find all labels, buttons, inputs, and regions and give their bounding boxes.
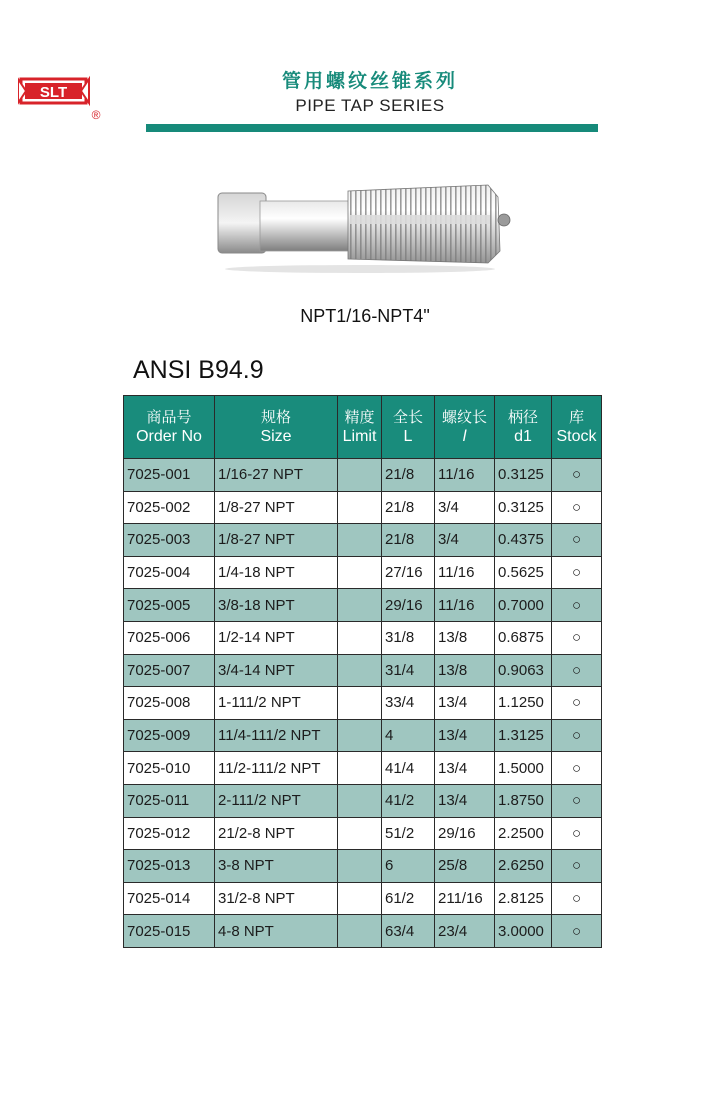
cell-thread-length: 13/4 [435, 687, 495, 720]
cell-shank-diameter: 0.9063 [495, 654, 552, 687]
cell-overall-length: 61/2 [382, 882, 435, 915]
cell-limit [338, 719, 382, 752]
cell-stock: ○ [552, 915, 602, 948]
cell-thread-length: 3/4 [435, 524, 495, 557]
cell-order-no: 7025-013 [124, 850, 215, 883]
cell-overall-length: 27/16 [382, 556, 435, 589]
cell-size: 11/2-111/2 NPT [215, 752, 338, 785]
cell-shank-diameter: 1.8750 [495, 784, 552, 817]
cell-overall-length: 31/8 [382, 621, 435, 654]
cell-stock: ○ [552, 491, 602, 524]
table-row [124, 687, 602, 720]
cell-stock: ○ [552, 882, 602, 915]
cell-shank-diameter: 3.0000 [495, 915, 552, 948]
cell-thread-length: 211/16 [435, 882, 495, 915]
pipe-tap-image [210, 175, 520, 275]
cell-limit [338, 915, 382, 948]
col-header-limit: 精度 Limit [338, 396, 382, 459]
cell-order-no: 7025-015 [124, 915, 215, 948]
col-header-size: 规格 Size [215, 396, 338, 459]
cell-shank-diameter: 0.3125 [495, 459, 552, 492]
cell-overall-length: 51/2 [382, 817, 435, 850]
cell-order-no: 7025-003 [124, 524, 215, 557]
cell-size: 4-8 NPT [215, 915, 338, 948]
cell-shank-diameter: 0.4375 [495, 524, 552, 557]
col-header-shank-diameter: 柄径 d1 [495, 396, 552, 459]
cell-limit [338, 817, 382, 850]
cell-order-no: 7025-004 [124, 556, 215, 589]
cell-size: 1/8-27 NPT [215, 524, 338, 557]
cell-shank-diameter: 2.6250 [495, 850, 552, 883]
cell-order-no: 7025-005 [124, 589, 215, 622]
cell-limit [338, 654, 382, 687]
cell-stock: ○ [552, 817, 602, 850]
cell-order-no: 7025-012 [124, 817, 215, 850]
cell-limit [338, 752, 382, 785]
table-row [124, 654, 602, 687]
cell-order-no: 7025-014 [124, 882, 215, 915]
cell-shank-diameter: 0.5625 [495, 556, 552, 589]
table-row [124, 882, 602, 915]
cell-shank-diameter: 1.1250 [495, 687, 552, 720]
registered-mark: ® [91, 108, 101, 122]
cell-overall-length: 33/4 [382, 687, 435, 720]
cell-overall-length: 21/8 [382, 524, 435, 557]
cell-size: 1/16-27 NPT [215, 459, 338, 492]
cell-order-no: 7025-010 [124, 752, 215, 785]
cell-overall-length: 6 [382, 850, 435, 883]
logo-text: SLT [39, 84, 68, 101]
cell-overall-length: 41/2 [382, 784, 435, 817]
cell-shank-diameter: 1.3125 [495, 719, 552, 752]
cell-shank-diameter: 0.6875 [495, 621, 552, 654]
pipe-tap-spec-table [123, 395, 602, 948]
cell-order-no: 7025-006 [124, 621, 215, 654]
cell-size: 1/8-27 NPT [215, 491, 338, 524]
table-row [124, 621, 602, 654]
table-row [124, 556, 602, 589]
cell-order-no: 7025-002 [124, 491, 215, 524]
cell-shank-diameter: 2.2500 [495, 817, 552, 850]
cell-thread-length: 13/8 [435, 621, 495, 654]
cell-size: 21/2-8 NPT [215, 817, 338, 850]
cell-limit [338, 784, 382, 817]
cell-stock: ○ [552, 752, 602, 785]
cell-order-no: 7025-007 [124, 654, 215, 687]
cell-size: 3/8-18 NPT [215, 589, 338, 622]
cell-stock: ○ [552, 784, 602, 817]
standard-label: ANSI B94.9 [133, 356, 264, 384]
col-header-thread-length: 螺纹长 l [435, 396, 495, 459]
cell-thread-length: 13/8 [435, 654, 495, 687]
cell-size: 1/4-18 NPT [215, 556, 338, 589]
cell-thread-length: 11/16 [435, 459, 495, 492]
cell-size: 3-8 NPT [215, 850, 338, 883]
table-row [124, 850, 602, 883]
cell-overall-length: 63/4 [382, 915, 435, 948]
cell-size: 2-111/2 NPT [215, 784, 338, 817]
title-underline-bar [146, 124, 598, 132]
cell-size: 1/2-14 NPT [215, 621, 338, 654]
cell-overall-length: 4 [382, 719, 435, 752]
cell-overall-length: 21/8 [382, 491, 435, 524]
cell-limit [338, 524, 382, 557]
cell-overall-length: 29/16 [382, 589, 435, 622]
cell-overall-length: 21/8 [382, 459, 435, 492]
table-row [124, 915, 602, 948]
cell-limit [338, 882, 382, 915]
cell-shank-diameter: 2.8125 [495, 882, 552, 915]
cell-thread-length: 25/8 [435, 850, 495, 883]
cell-thread-length: 3/4 [435, 491, 495, 524]
cell-order-no: 7025-009 [124, 719, 215, 752]
col-header-stock: 库 Stock [552, 396, 602, 459]
cell-thread-length: 13/4 [435, 719, 495, 752]
cell-stock: ○ [552, 556, 602, 589]
cell-order-no: 7025-001 [124, 459, 215, 492]
table-row [124, 491, 602, 524]
cell-order-no: 7025-011 [124, 784, 215, 817]
cell-stock: ○ [552, 654, 602, 687]
col-header-overall-length: 全长 L [382, 396, 435, 459]
cell-limit [338, 589, 382, 622]
cell-thread-length: 23/4 [435, 915, 495, 948]
cell-overall-length: 31/4 [382, 654, 435, 687]
cell-shank-diameter: 0.7000 [495, 589, 552, 622]
cell-thread-length: 13/4 [435, 784, 495, 817]
cell-size: 1-111/2 NPT [215, 687, 338, 720]
cell-overall-length: 41/4 [382, 752, 435, 785]
table-row [124, 524, 602, 557]
table-header-row [124, 396, 602, 459]
cell-thread-length: 29/16 [435, 817, 495, 850]
cell-thread-length: 11/16 [435, 556, 495, 589]
cell-shank-diameter: 0.3125 [495, 491, 552, 524]
table-row [124, 784, 602, 817]
cell-limit [338, 687, 382, 720]
cell-thread-length: 11/16 [435, 589, 495, 622]
cell-stock: ○ [552, 719, 602, 752]
col-header-order-no: 商品号 Order No [124, 396, 215, 459]
cell-limit [338, 556, 382, 589]
page-title-cn: 管用螺纹丝锥系列 [281, 70, 458, 92]
cell-shank-diameter: 1.5000 [495, 752, 552, 785]
cell-stock: ○ [552, 687, 602, 720]
cell-size: 31/2-8 NPT [215, 882, 338, 915]
cell-limit [338, 621, 382, 654]
cell-limit [338, 491, 382, 524]
table-row [124, 589, 602, 622]
cell-stock: ○ [552, 589, 602, 622]
cell-thread-length: 13/4 [435, 752, 495, 785]
size-range-label: NPT1/16-NPT4" [300, 306, 430, 326]
cell-stock: ○ [552, 524, 602, 557]
cell-limit [338, 459, 382, 492]
table-row [124, 719, 602, 752]
table-row [124, 752, 602, 785]
cell-limit [338, 850, 382, 883]
cell-stock: ○ [552, 459, 602, 492]
table-row [124, 817, 602, 850]
table-row [124, 459, 602, 492]
cell-stock: ○ [552, 621, 602, 654]
cell-order-no: 7025-008 [124, 687, 215, 720]
cell-stock: ○ [552, 850, 602, 883]
page-title-en: PIPE TAP SERIES [295, 96, 445, 115]
cell-size: 3/4-14 NPT [215, 654, 338, 687]
cell-size: 11/4-111/2 NPT [215, 719, 338, 752]
slt-logo [18, 73, 108, 123]
